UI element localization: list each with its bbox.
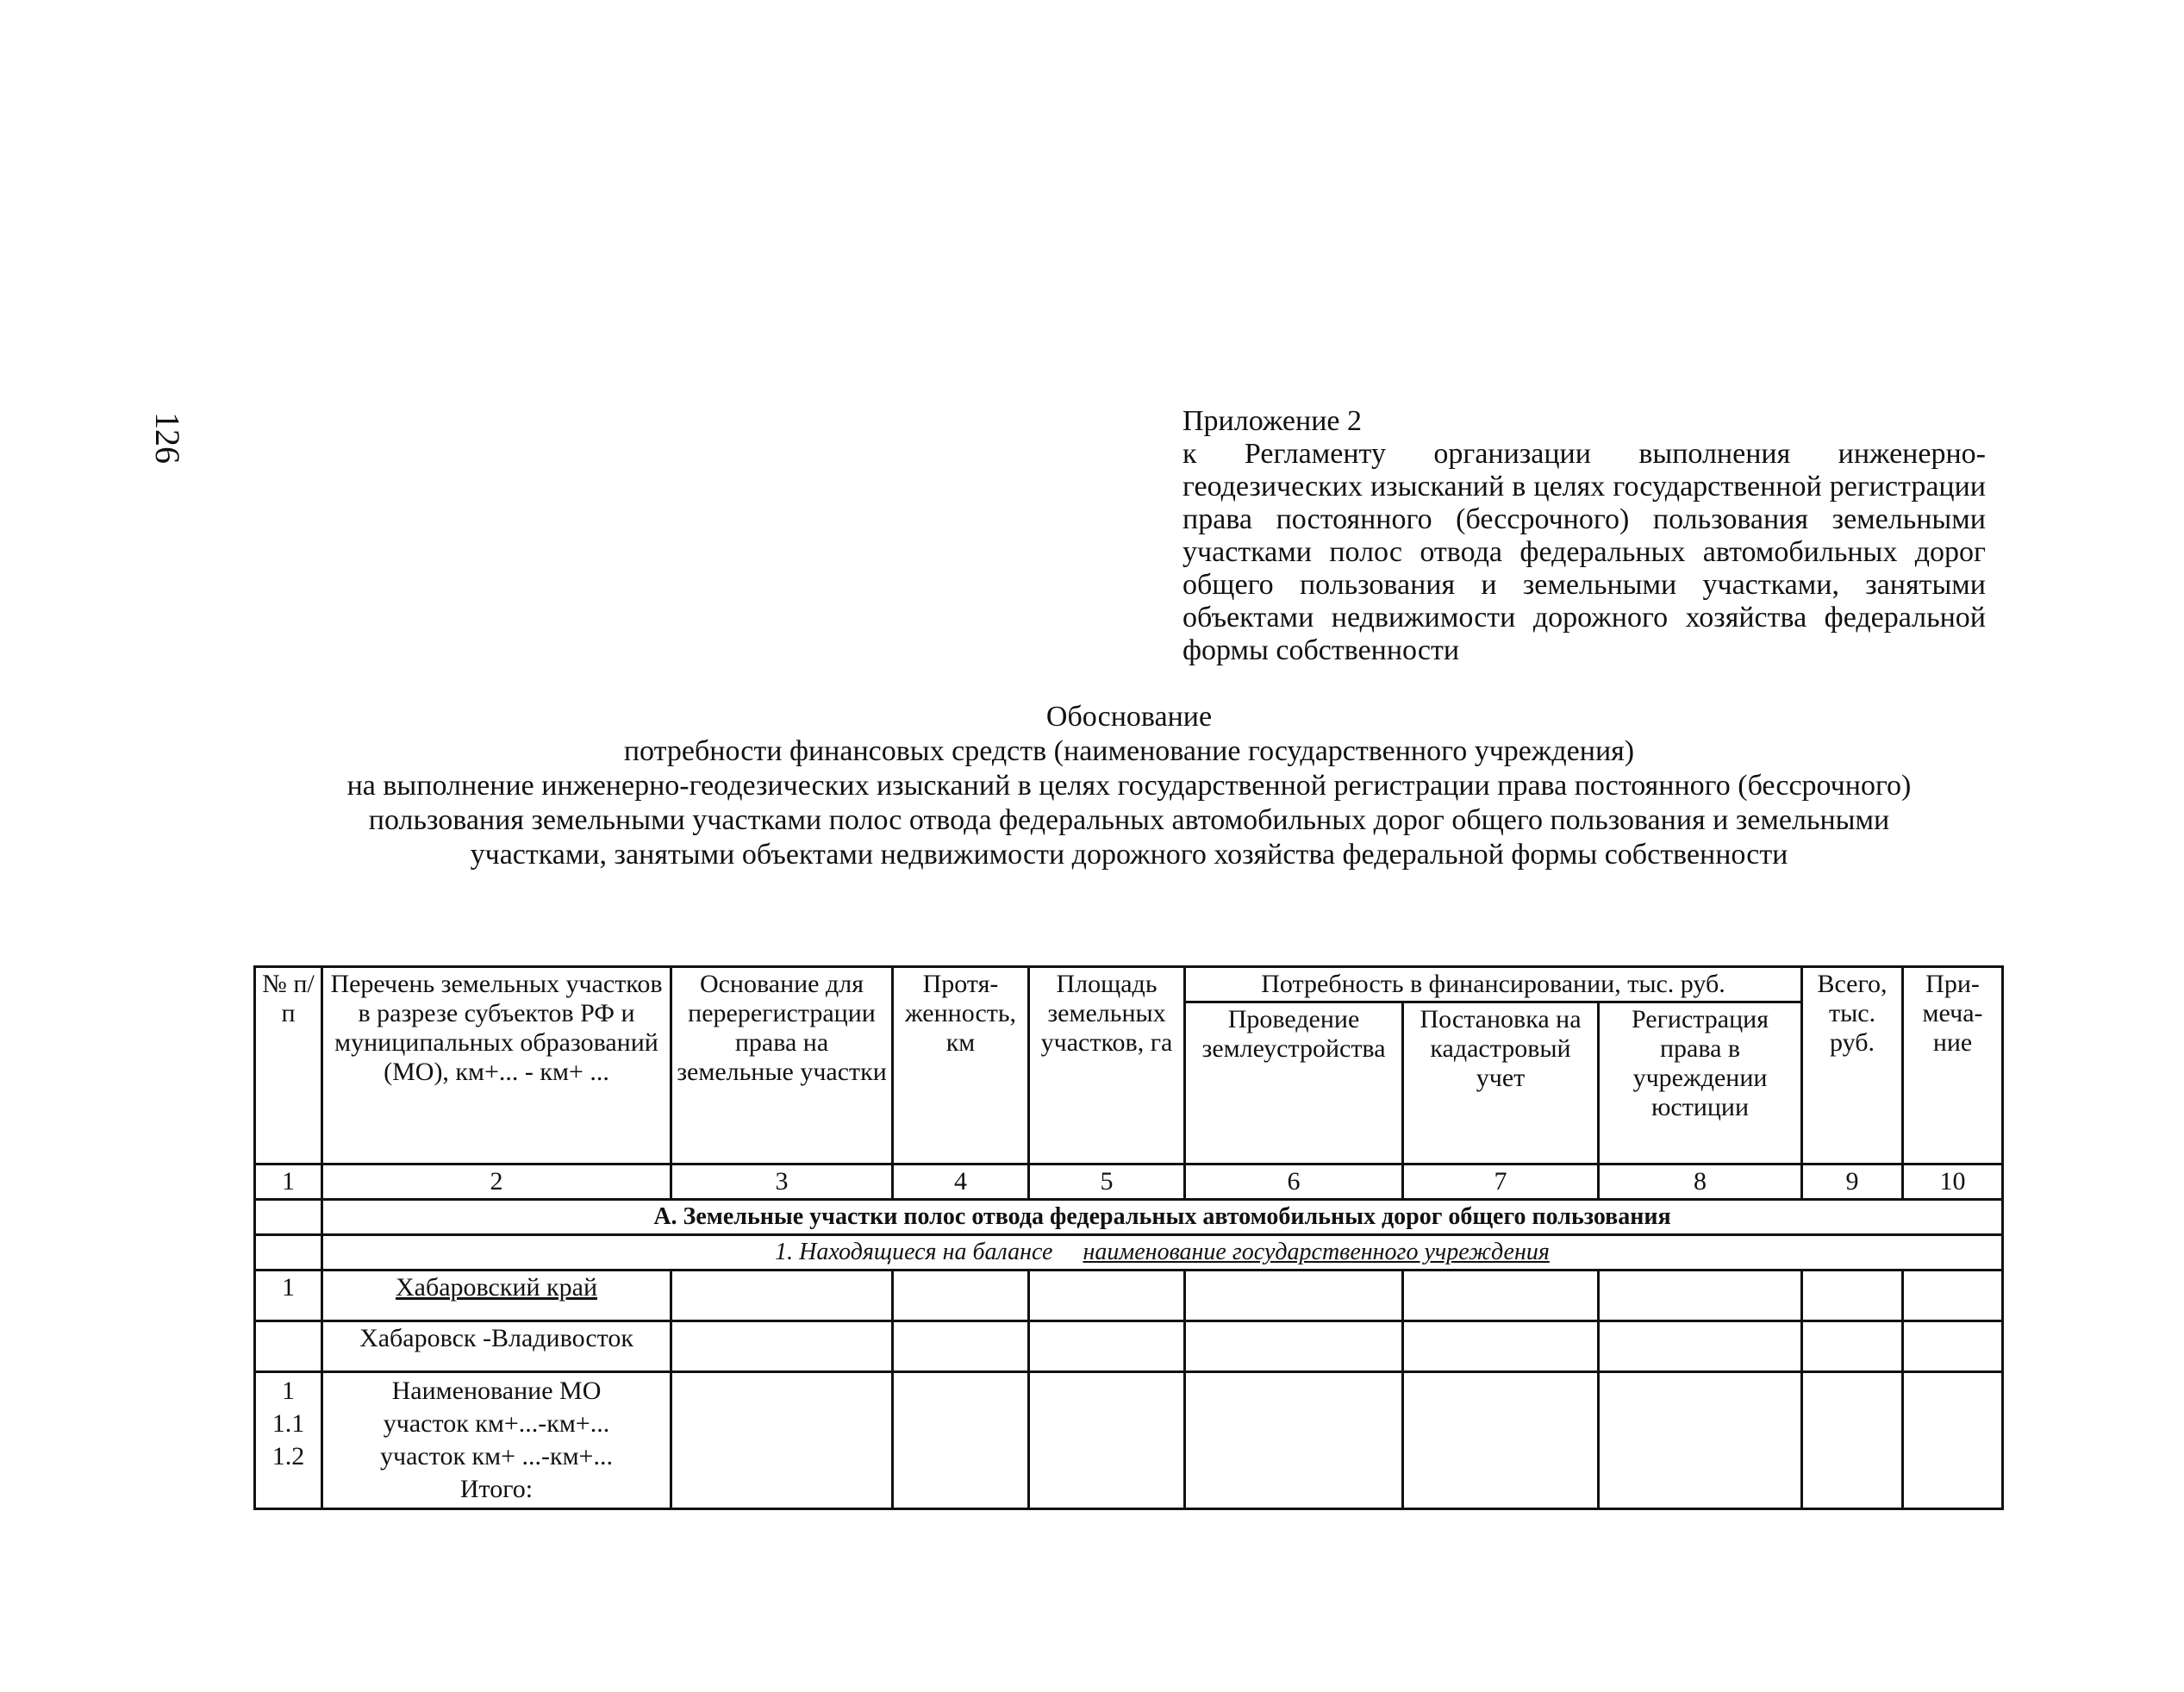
header-survey: Проведение землеустройства [1185, 1002, 1403, 1164]
empty-cell [1599, 1321, 1802, 1372]
empty-cell [1403, 1271, 1599, 1321]
empty-cell [1903, 1271, 2003, 1321]
header-registration: Регистрация права в учреждении юстиции [1599, 1002, 1802, 1164]
header-num: № п/п [255, 967, 322, 1164]
empty-cell [671, 1372, 893, 1509]
justification-line-2: потребности финансовых средств (наименование государственного учреждения) [623, 735, 1635, 767]
appendix-header [1182, 405, 1986, 667]
mo-number: 1.2 [271, 1442, 305, 1470]
column-number-row [255, 1164, 2003, 1200]
header-cadastral: Постановка на кадастровый учет [1403, 1002, 1599, 1164]
mo-details [322, 1372, 671, 1509]
column-number: 6 [1185, 1164, 1403, 1200]
justification-line-4: пользования земельными участками полос отвода федеральных автомобильных дорог общего пользования и земельными [368, 804, 1890, 836]
subsection-prefix: 1. Находящиеся на балансе [775, 1239, 1053, 1265]
subsection-title [322, 1235, 2003, 1271]
empty-cell [1185, 1271, 1403, 1321]
column-number: 7 [1403, 1164, 1599, 1200]
empty-cell [1029, 1372, 1185, 1509]
appendix-body: к Регламенту организации выполнения инженерно-геодезических изысканий в целях государственной регистрации права постоянного (бессрочного) пользования земельными участками полос отвода федеральных автомобильных дорог общего пользования и земельными участками, занятыми объектами недвижимости дорожного хозяйства федеральной формы собственности [1182, 438, 1986, 666]
justification-line-1: Обоснование [1045, 701, 1213, 733]
header-funding-group: Потребность в финансировании, тыс. руб. [1185, 967, 1802, 1002]
region-row [255, 1271, 2003, 1321]
column-number: 10 [1903, 1164, 2003, 1200]
header-total: Всего, тыс. руб. [1802, 967, 1903, 1164]
justification-line-5: участками, занятыми объектами недвижимости дорожного хозяйства федеральной формы собственности [470, 839, 1788, 871]
mo-number: 1 [282, 1377, 295, 1405]
empty-cell [255, 1235, 322, 1271]
empty-cell [893, 1372, 1029, 1509]
mo-row [255, 1372, 2003, 1509]
header-list: Перечень земельных участков в разрезе субъектов РФ и муниципальных образований (МО), км+... - км+ ... [322, 967, 671, 1164]
justification-heading [224, 700, 2034, 872]
mo-numbers [255, 1372, 322, 1509]
header-row-1 [255, 967, 2003, 1002]
empty-cell [1903, 1321, 2003, 1372]
mo-name: Наименование МО [391, 1377, 602, 1405]
empty-cell [1029, 1321, 1185, 1372]
region-name: Хабаровский край [322, 1271, 671, 1321]
column-number: 2 [322, 1164, 671, 1200]
empty-cell [255, 1200, 322, 1235]
funding-table [253, 965, 2004, 1510]
column-number: 9 [1802, 1164, 1903, 1200]
empty-cell [671, 1271, 893, 1321]
header-basis: Основание для перерегистрации права на земельные участки [671, 967, 893, 1164]
route-row [255, 1321, 2003, 1372]
mo-number: 1.1 [271, 1409, 305, 1438]
section-a-title: А. Земельные участки полос отвода федеральных автомобильных дорог общего пользования [322, 1200, 2003, 1235]
empty-cell [1185, 1372, 1403, 1509]
mo-total-label: Итого: [459, 1475, 534, 1503]
empty-cell [1403, 1321, 1599, 1372]
page-number: 126 [148, 412, 187, 464]
empty-cell [1185, 1321, 1403, 1372]
empty-cell [893, 1321, 1029, 1372]
empty-cell [1802, 1321, 1903, 1372]
appendix-title: Приложение 2 [1182, 405, 1362, 437]
header-length: Протя-женность, км [893, 967, 1029, 1164]
empty-cell [1029, 1271, 1185, 1321]
subsection-row [255, 1235, 2003, 1271]
section-a-row [255, 1200, 2003, 1235]
empty-cell [893, 1271, 1029, 1321]
region-number: 1 [255, 1271, 322, 1321]
column-number: 8 [1599, 1164, 1802, 1200]
empty-cell [1599, 1271, 1802, 1321]
mo-segment: участок км+...-км+... [383, 1409, 610, 1438]
header-note: При-меча-ние [1903, 967, 2003, 1164]
empty-cell [1903, 1372, 2003, 1509]
empty-cell [1403, 1372, 1599, 1509]
column-number: 4 [893, 1164, 1029, 1200]
empty-cell [1599, 1372, 1802, 1509]
empty-cell [1802, 1372, 1903, 1509]
empty-cell [671, 1321, 893, 1372]
header-area: Площадь земельных участков, га [1029, 967, 1185, 1164]
subsection-institution: наименование государственного учреждения [1083, 1239, 1550, 1265]
column-number: 1 [255, 1164, 322, 1200]
route-name: Хабаровск -Владивосток [322, 1321, 671, 1372]
justification-line-3: на выполнение инженерно-геодезических изысканий в целях государственной регистрации права постоянного (бессрочного) [346, 770, 1912, 802]
mo-segment: участок км+ ...-км+... [380, 1442, 613, 1470]
empty-cell [255, 1321, 322, 1372]
empty-cell [1802, 1271, 1903, 1321]
column-number: 3 [671, 1164, 893, 1200]
column-number: 5 [1029, 1164, 1185, 1200]
